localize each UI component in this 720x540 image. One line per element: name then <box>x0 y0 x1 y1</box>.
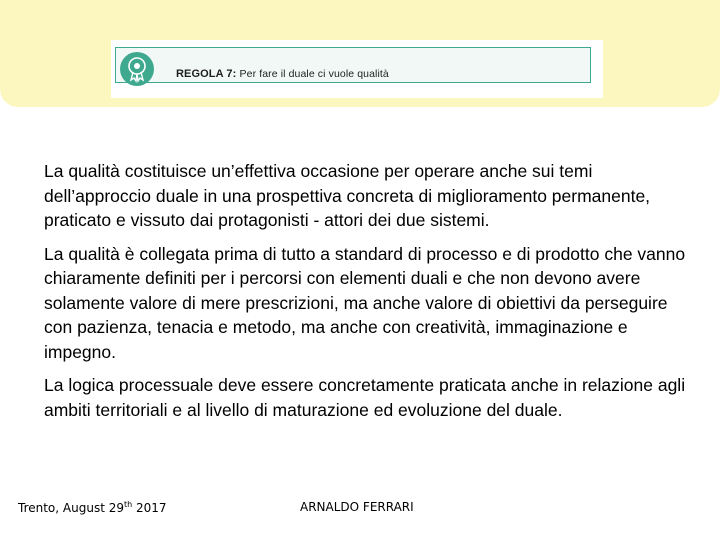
header-band <box>0 0 720 107</box>
footer-date-prefix: Trento, August 29 <box>18 501 124 515</box>
footer-date-suffix: 2017 <box>132 501 167 515</box>
rule-title <box>176 68 389 80</box>
rosette-badge-icon <box>119 51 155 87</box>
footer-author: ARNALDO FERRARI <box>300 500 414 514</box>
paragraph-1: La qualità costituisce un’effettiva occasione per operare anche sui temi dell’approccio duale in una prospettiva concreta di miglioramento permanente, praticato e vissuto dai protagonisti - attori dei due sistemi. <box>44 161 651 230</box>
footer-date-sup: th <box>123 500 133 509</box>
rule-title-rest: Per fare il duale ci vuole qualità <box>239 68 389 80</box>
footer-date <box>18 500 167 515</box>
body-text <box>44 159 694 431</box>
rule-banner <box>111 40 603 98</box>
rule-banner-bar <box>115 47 591 83</box>
paragraph-3: La logica processuale deve essere concretamente praticata anche in relazione agli ambiti territoriali e al livello di maturazione ed evoluzione del duale. <box>44 375 686 420</box>
rule-title-bold: REGOLA 7: <box>176 68 237 80</box>
paragraph-2: La qualità è collegata prima di tutto a standard di processo e di prodotto che vanno chiaramente definiti per i percorsi con elementi duali e che non devono avere solamente valore di mere prescrizioni, ma anche valore di obiettivi da perseguire con pazienza, tenacia e metodo, ma anche con creatività, immaginazione e impegno. <box>44 243 686 362</box>
